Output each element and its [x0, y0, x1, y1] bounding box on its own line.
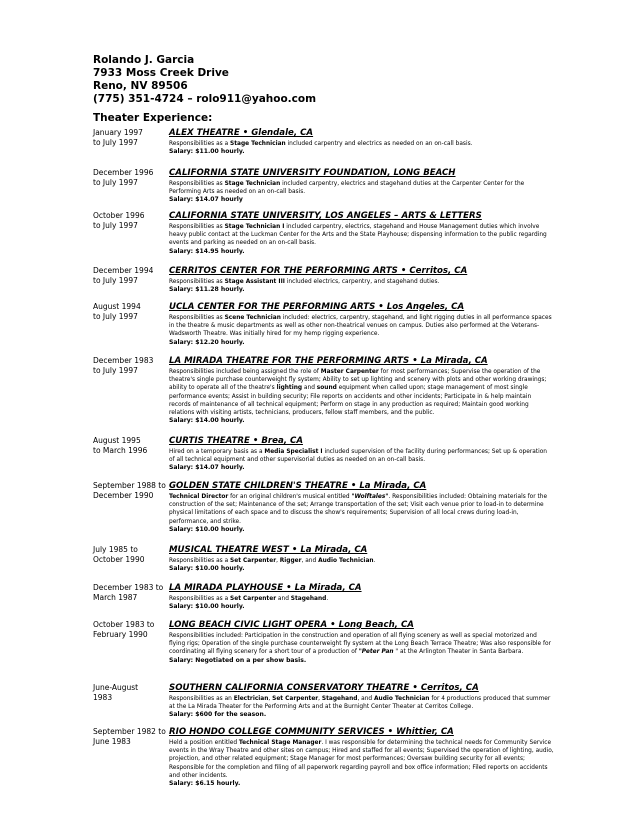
job-dates: [93, 436, 169, 456]
description-text: for an original children's musical entitled: [228, 494, 352, 500]
date-from: December 1983 to: [93, 583, 164, 592]
job-salary: Salary: $600 for the season.: [169, 711, 267, 719]
date-from: August 1995: [93, 436, 141, 445]
job-title: RIO HONDO COLLEGE COMMUNITY SERVICES • Whittier, CA: [169, 727, 454, 737]
date-to: to July 1997: [93, 138, 138, 147]
description-text: , and: [357, 696, 375, 702]
emphasized-role-text: Stage Assistant III: [224, 279, 285, 285]
job-salary: Salary: Negotiated on a per show basis.: [169, 656, 307, 664]
description-text: Responsibilities as a: [169, 596, 231, 602]
date-to: February 1990: [93, 630, 148, 639]
job-salary: Salary: $10.00 hourly.: [169, 565, 245, 573]
emphasized-role-text: Stagehand: [321, 696, 358, 702]
job-body: [169, 356, 554, 426]
description-text: and: [302, 385, 317, 392]
emphasized-role-text: Audio Technician: [318, 558, 374, 564]
date-to: December 1990: [93, 491, 154, 500]
job-salary: Salary: $10.00 hourly.: [169, 525, 245, 533]
job-title: CERRITOS CENTER FOR THE PERFORMING ARTS • Cerritos, CA: [169, 266, 468, 276]
job-salary: Salary: $14.07 hourly: [169, 196, 243, 204]
description-text: Responsibilities as a: [169, 558, 231, 564]
emphasized-role-text: Scene Technician: [224, 315, 281, 321]
description-text: included electrics, carpentry, and stagehand duties.: [284, 279, 440, 285]
description-text: for 4 productions produced that summer at the La Mirada Theater for the Performing Arts and at the Burnight Center Theater at Cerritos College.: [169, 696, 551, 711]
date-from: September 1988 to: [93, 481, 166, 490]
emphasized-role-text: Media Specialist I: [264, 449, 323, 455]
production-title-text: "Peter Pan: [358, 649, 394, 656]
job-description: [169, 739, 554, 780]
emphasized-role-text: Rigger: [279, 558, 302, 564]
emphasized-role-text: sound: [316, 385, 337, 392]
date-from: June-August: [93, 683, 139, 692]
job-body: [169, 620, 554, 665]
production-title-text: "Wolftales": [351, 494, 389, 500]
job-title: CALIFORNIA STATE UNIVERSITY, LOS ANGELES – ARTS & LETTERS: [169, 211, 482, 221]
job-body: [169, 545, 554, 574]
job-dates: [93, 620, 169, 640]
job-dates: [93, 545, 169, 565]
description-text: Responsibilities as: [169, 315, 225, 321]
description-text: included: electrics, carpentry, stagehand, and light rigging duties in all performance spaces in the theatre & music departments as well as other non-theatrical venues on campus. Duties also performed at the Veterans-Wadsworth Theatre. Was initially hired for my hemp rigging experience.: [169, 315, 552, 338]
job-description: [169, 493, 554, 526]
emphasized-role-text: Technical Director: [169, 494, 229, 500]
emphasized-role-text: Master Carpenter: [320, 369, 379, 375]
description-text: included carpentry, electrics, stagehand and House Management duties which involve heavy public contact at the Luckman Center for the Arts and the State Playhouse; dispensing information to the public regarding events and parking as needed on an on-call basis.: [169, 224, 547, 247]
description-text: Responsibilities included: Participation in the construction and operation of all flying scenery as well as special motorized and flying rigs; Operation of the single purchase counterweight fly system at the Long Beach Terrace Theatre; Was also responsible for coordinating all flying scenery for a short tour of a production of: [169, 633, 552, 656]
description-text: Responsibilities as: [169, 181, 225, 187]
emphasized-role-text: Stagehand: [290, 596, 327, 602]
description-text: .: [326, 596, 329, 602]
job-dates: [93, 583, 169, 603]
description-text: Responsibilities as a: [169, 141, 231, 147]
job-body: [169, 168, 554, 205]
job-description: [169, 557, 554, 565]
emphasized-role-text: Stage Technician: [230, 141, 286, 147]
job-salary: Salary: $6.15 hourly.: [169, 780, 241, 788]
date-from: July 1985 to: [93, 545, 138, 554]
job-title: LA MIRADA PLAYHOUSE • La Mirada, CA: [169, 583, 362, 593]
date-to: to July 1997: [93, 178, 138, 187]
description-text: ,: [318, 696, 322, 702]
job-description: [169, 314, 554, 339]
description-text: included carpentry, electrics and stagehand duties at the Carpenter Center for the Performing Arts as needed on an on-call basis.: [169, 181, 525, 196]
date-to: June 1983: [93, 737, 131, 746]
job-description: [169, 223, 554, 248]
description-text: . Responsibilities included: Obtaining materials for the construction of the set; Maintenance of the set; Arrange transportation of the set; Visit each venue prior to load-in to determine physical limitations of each space and to discuss the show's requirements; Supervision of all local crews during load-in, performance, and strike.: [169, 494, 548, 525]
job-description: [169, 368, 554, 417]
emphasized-role-text: Set Carpenter: [230, 596, 277, 602]
job-title: UCLA CENTER FOR THE PERFORMING ARTS • Los Angeles, CA: [169, 302, 465, 312]
date-from: December 1996: [93, 168, 154, 177]
emphasized-role-text: Audio Technician: [374, 696, 430, 702]
job-body: [169, 583, 554, 612]
job-body: [169, 266, 554, 295]
job-body: [169, 128, 554, 157]
job-title: ALEX THEATRE • Glendale, CA: [169, 128, 314, 138]
description-text: Responsibilities included being assigned the role of: [169, 369, 321, 375]
date-to: to March 1996: [93, 446, 148, 455]
phone-email: (775) 351-4724 – rolo911@yahoo.com: [93, 93, 317, 105]
job-salary: Salary: $10.00 hourly.: [169, 603, 245, 611]
job-salary: Salary: $12.20 hourly.: [169, 338, 245, 346]
date-from: December 1994: [93, 266, 154, 275]
emphasized-role-text: Set Carpenter: [230, 558, 277, 564]
job-dates: [93, 302, 169, 322]
job-dates: [93, 356, 169, 376]
job-title: LA MIRADA THEATRE FOR THE PERFORMING ARTS • La Mirada, CA: [169, 356, 488, 366]
date-to: to July 1997: [93, 221, 138, 230]
job-body: [169, 481, 554, 534]
description-text: Held a position entitled: [169, 740, 239, 746]
job-dates: [93, 211, 169, 231]
section-title: Theater Experience:: [93, 112, 213, 124]
description-text: and: [276, 596, 291, 602]
job-dates: [93, 266, 169, 286]
description-text: Responsibilities as an: [169, 696, 234, 702]
date-from: December 1983: [93, 356, 154, 365]
job-description: [169, 695, 554, 711]
job-title: MUSICAL THEATRE WEST • La Mirada, CA: [169, 545, 368, 555]
date-to: October 1990: [93, 555, 145, 564]
job-body: [169, 727, 554, 788]
date-to: to July 1997: [93, 276, 138, 285]
description-text: equipment when called upon; stage management of most single performance events; Assist in building security; File reports on accidents and other incidents; Participate in & help maintain records of maintenance of all technical equipment; Perform on stage in any production as required; Maintain good working relations with visiting artists, technicians, producers, fellow staff members, and the public.: [169, 385, 532, 417]
description-text: ,: [276, 558, 280, 564]
job-salary: Salary: $14.00 hourly.: [169, 417, 245, 425]
job-title: SOUTHERN CALIFORNIA CONSERVATORY THEATRE • Cerritos, CA: [169, 683, 479, 693]
description-text: .: [373, 558, 376, 564]
job-description: [169, 180, 554, 196]
job-salary: Salary: $14.95 hourly.: [169, 247, 245, 255]
description-text: Responsibilities as: [169, 224, 225, 230]
job-description: [169, 595, 554, 603]
emphasized-role-text: Electrician: [233, 696, 269, 702]
description-text: Hired on a temporary basis as a: [169, 449, 265, 455]
date-from: October 1996: [93, 211, 145, 220]
date-from: October 1983 to: [93, 620, 155, 629]
description-text: , and: [301, 558, 319, 564]
description-text: ,: [268, 696, 273, 702]
contact-header: [93, 54, 316, 106]
job-title: LONG BEACH CIVIC LIGHT OPERA • Long Beach, CA: [169, 620, 414, 630]
city-state-zip: Reno, NV 89506: [93, 80, 188, 92]
job-body: [169, 436, 554, 473]
emphasized-role-text: Stage Technician: [224, 181, 281, 187]
description-text: " at the Arlington Theater in Santa Barbara.: [393, 649, 524, 656]
job-salary: Salary: $14.07 hourly.: [169, 464, 245, 472]
job-body: [169, 211, 554, 256]
job-title: GOLDEN STATE CHILDREN'S THEATRE • La Mirada, CA: [169, 481, 427, 491]
job-title: CALIFORNIA STATE UNIVERSITY FOUNDATION, LONG BEACH: [169, 168, 456, 178]
job-title: CURTIS THEATRE • Brea, CA: [169, 436, 303, 446]
job-salary: Salary: $11.28 hourly.: [169, 286, 245, 294]
description-text: included supervision of the facility during performances; Set up & operation of all technical equipment and other supervisorial duties as needed on an on-call basis.: [169, 449, 548, 464]
date-from: September 1982 to: [93, 727, 166, 736]
applicant-name: Rolando J. Garcia: [93, 54, 195, 66]
emphasized-role-text: lighting: [276, 385, 303, 392]
job-dates: [93, 727, 169, 747]
job-dates: [93, 128, 169, 148]
date-from: January 1997: [93, 128, 143, 137]
date-from: August 1994: [93, 302, 141, 311]
street-address: 7933 Moss Creek Drive: [93, 67, 229, 79]
job-salary: Salary: $11.00 hourly.: [169, 148, 245, 156]
description-text: for most performances; Supervise the operation of the theatre's single purchase counterweight fly system; Ability to set up lighting and scenery with plots and other working drawings; ability to operate all of the theatre's: [169, 369, 547, 392]
date-to: to July 1997: [93, 312, 138, 321]
job-body: [169, 302, 554, 347]
emphasized-role-text: Stage Technician I: [224, 224, 285, 230]
job-description: [169, 278, 554, 286]
job-body: [169, 683, 554, 720]
description-text: . I was responsible for determining the technical needs for Community Service events in the Wray Theatre and other sites on campus; Hired and staffed for all events; Supervised the operation of lighting, audio, projection, and other related equipment; Stage Manager for most performances; Oversaw building security for all events; Responsible for the completion and filing of all paperwork regarding payroll and box office information; Filed reports on accidents and other incidents.: [169, 740, 554, 779]
emphasized-role-text: Technical Stage Manager: [238, 740, 322, 746]
job-dates: [93, 481, 169, 501]
job-description: [169, 632, 554, 657]
date-to: 1983: [93, 693, 113, 702]
emphasized-role-text: Set Carpenter: [272, 696, 319, 702]
job-dates: [93, 683, 169, 703]
job-description: [169, 448, 554, 464]
job-description: [169, 140, 554, 148]
job-dates: [93, 168, 169, 188]
date-to: to July 1997: [93, 366, 138, 375]
description-text: Responsibilities as: [169, 279, 225, 285]
description-text: included carpentry and electrics as needed on an on-call basis.: [285, 141, 473, 147]
date-to: March 1987: [93, 593, 138, 602]
